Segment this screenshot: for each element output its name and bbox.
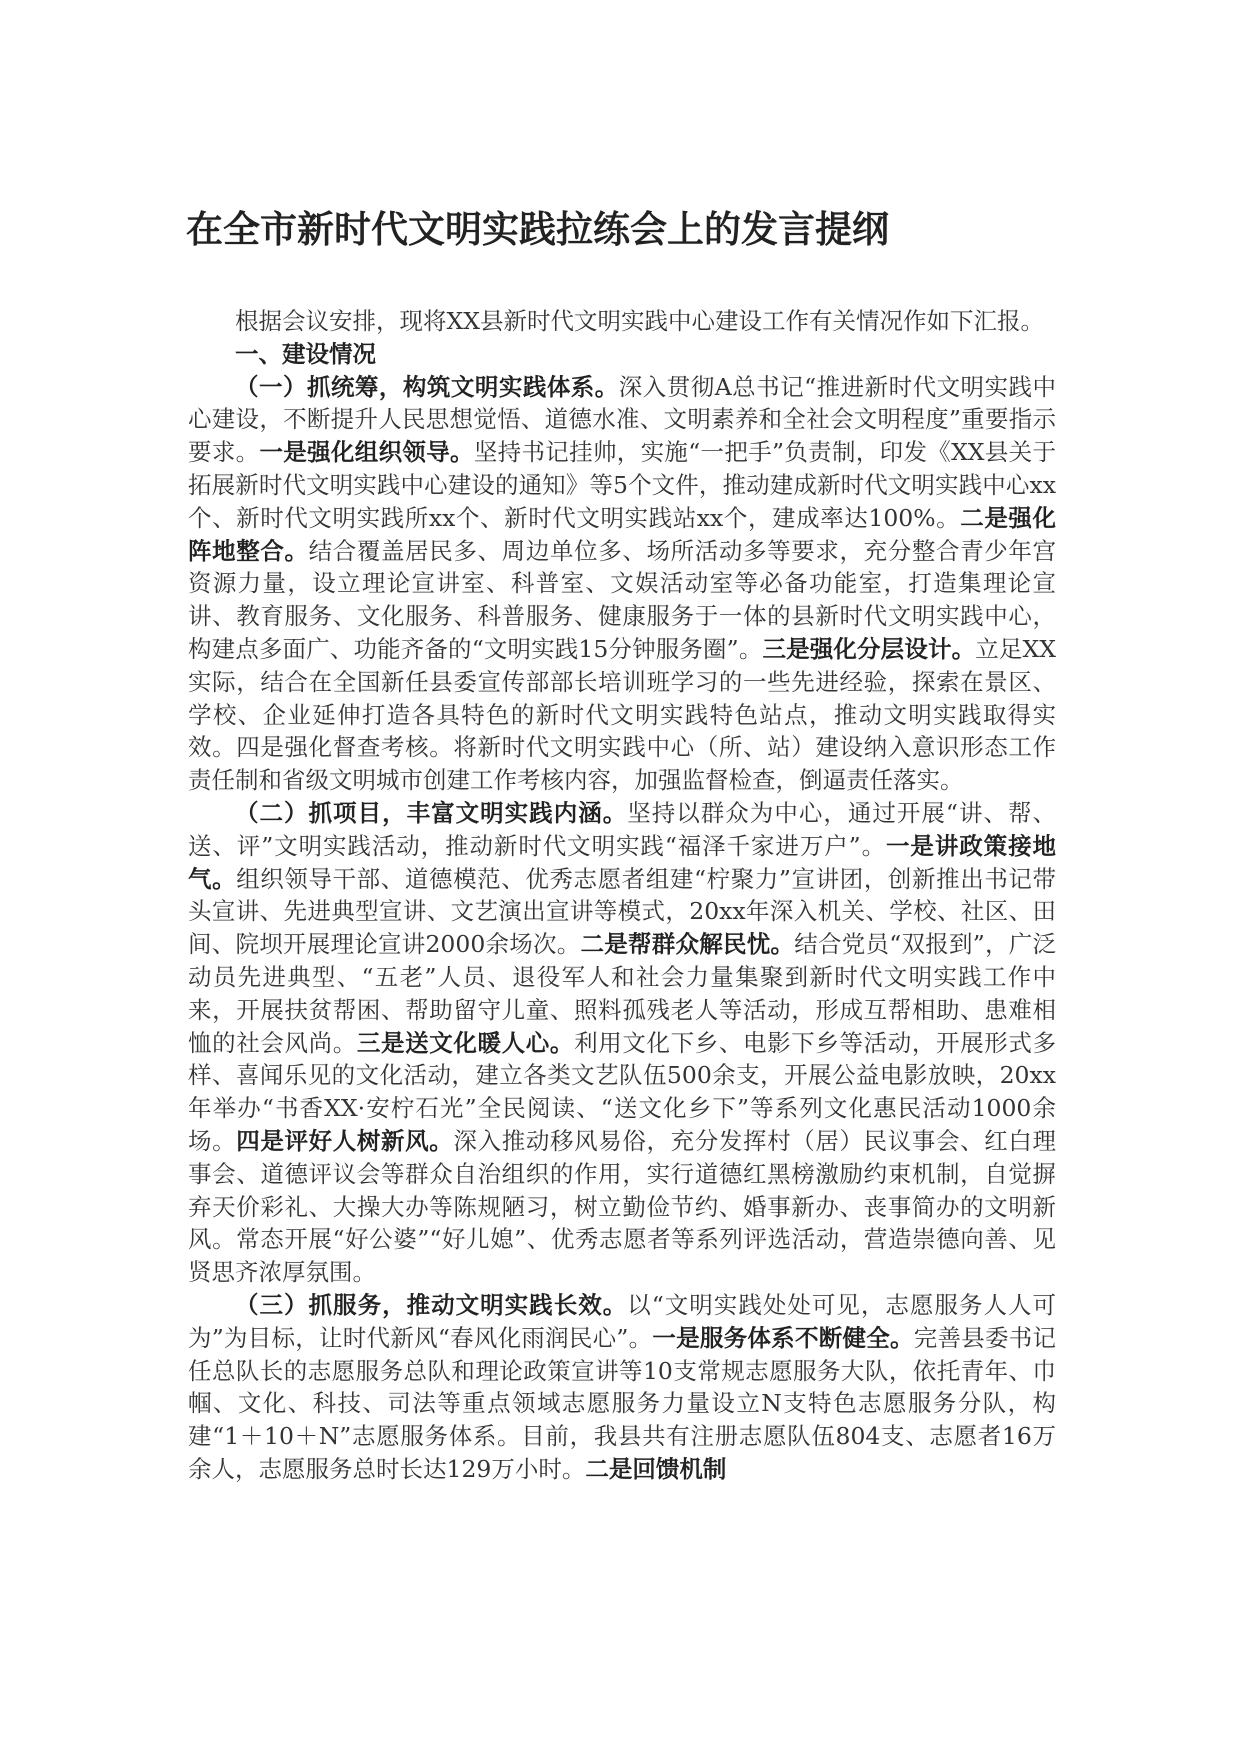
paragraph-services [188,1289,1056,1486]
paragraph-text: 坚持书记挂帅，实施“一把手”负责制，印发《XX县关于拓展新时代文明实践中心建设的通知》等5个文件，推动建成新时代文明实践中心xx个、新时代文明实践所xx个、新时代文明实践站xx个，建成率达100%。 [188,438,1056,532]
paragraph-text: 坚持以群众为中心，通过开展“讲、帮、送、评”文明实践活动，推动新时代文明实践“福泽千家进万户”。 [188,798,1056,860]
paragraph-lead: （二）抓项目，丰富文明实践内涵。 [235,798,628,827]
paragraph-lead: （一）抓统筹，构筑文明实践体系。 [235,372,619,401]
point-label: 三是送文化暖人心。 [356,1028,575,1057]
point-label: 四是评好人树新风。 [236,1126,454,1155]
paragraph-text: 深入贯彻A总书记“推进新时代文明实践中心建设，不断提升人民思想觉悟、道德水准、文明素养和全社会文明程度”重要指示要求。 [188,372,1057,467]
point-label: 一是讲政策接地气。 [188,831,1057,893]
paragraph-text: 结合覆盖居民多、周边单位多、场所活动多等要求，充分整合青少年宫资源力量，设立理论宣讲室、科普室、文娱活动室等必备功能室，打造集理论宣讲、教育服务、文化服务、科普服务、健康服务于一体的县新时代文明实践中心，构建点多面广、功能齐备的“文明实践15分钟服务圈”。 [188,536,1057,663]
paragraph-lead: （三）抓服务，推动文明实践长效。 [235,1290,628,1319]
paragraph-text: 立足XX实际，结合在全国新任县委宣传部部长培训班学习的一些先进经验，探索在景区、学校、企业延伸打造各具特色的新时代文明实践特色站点，推动文明实践取得实效。四是强化督查考核。将新时代文明实践中心（所、站）建设纳入意识形态工作责任制和省级文明城市创建工作考核内容，加强监督检查，倒逼责任落实。 [188,634,1056,795]
point-label: 一是服务体系不断健全。 [652,1323,914,1352]
point-label: 二是帮群众解民忧。 [580,930,795,959]
section-heading: 一、建设情况 [235,339,376,368]
paragraph-text: 深入推动移风易俗，充分发挥村（居）民议事会、红白理事会、道德评议会等群众自治组织的作用，实行道德红黑榜激励约束机制，自觉摒弃天价彩礼、大操大办等陈规陋习，树立勤俭节约、婚事新办、丧事简办的文明新风。常态开展“好公婆”“好儿媳”、优秀志愿者等系列评选活动，营造崇德向善、见贤思齐浓厚氛围。 [188,1126,1057,1287]
paragraph-text: 以“文明实践处处可见，志愿服务人人可为”为目标，让时代新风“春风化雨润民心”。 [188,1290,1056,1352]
document-title: 在全市新时代文明实践拉练会上的发言提纲 [186,208,889,251]
paragraph-text: 组织领导干部、道德模范、优秀志愿者组建“柠聚力”宣讲团，创新推出书记带头宣讲、先进典型宣讲、文艺演出宣讲等模式，20xx年深入机关、学校、社区、田间、院坝开展理论宣讲2000余场次。 [188,864,1057,959]
point-label: 二是强化阵地整合。 [188,503,1057,565]
document-body [188,305,1056,1486]
point-label: 三是强化分层设计。 [762,634,976,663]
paragraph-text: 完善县委书记任总队长的志愿服务总队和理论政策宣讲等10支常规志愿服务大队，依托青年、巾帼、文化、科技、司法等重点领域志愿服务力量设立N支特色志愿服务分队，构建“1＋10＋N”志愿服务体系。目前，我县共有注册志愿队伍804支、志愿者16万余人，志愿服务总时长达129万小时。 [188,1323,1056,1483]
paragraph-text: 结合党员“双报到”，广泛动员先进典型、“五老”人员、退役军人和社会力量集聚到新时代文明实践工作中来，开展扶贫帮困、帮助留守儿童、照料孤残老人等活动，形成互帮相助、患难相恤的社会风尚。 [188,930,1056,1057]
intro-paragraph: 根据会议安排，现将XX县新时代文明实践中心建设工作有关情况作如下汇报。 [235,307,1044,335]
point-label: 一是强化组织领导。 [259,438,474,467]
paragraph-projects [188,797,1056,1289]
paragraph-overall-planning [188,371,1056,797]
point-label: 二是回馈机制 [585,1454,727,1483]
paragraph-text: 利用文化下乡、电影下乡等活动，开展形式多样、喜闻乐见的文化活动，建立各类文艺队伍500余支，开展公益电影放映，20xx年举办“书香XX·安柠石光”全民阅读、“送文化乡下”等系列文化惠民活动1000余场。 [188,1028,1057,1155]
